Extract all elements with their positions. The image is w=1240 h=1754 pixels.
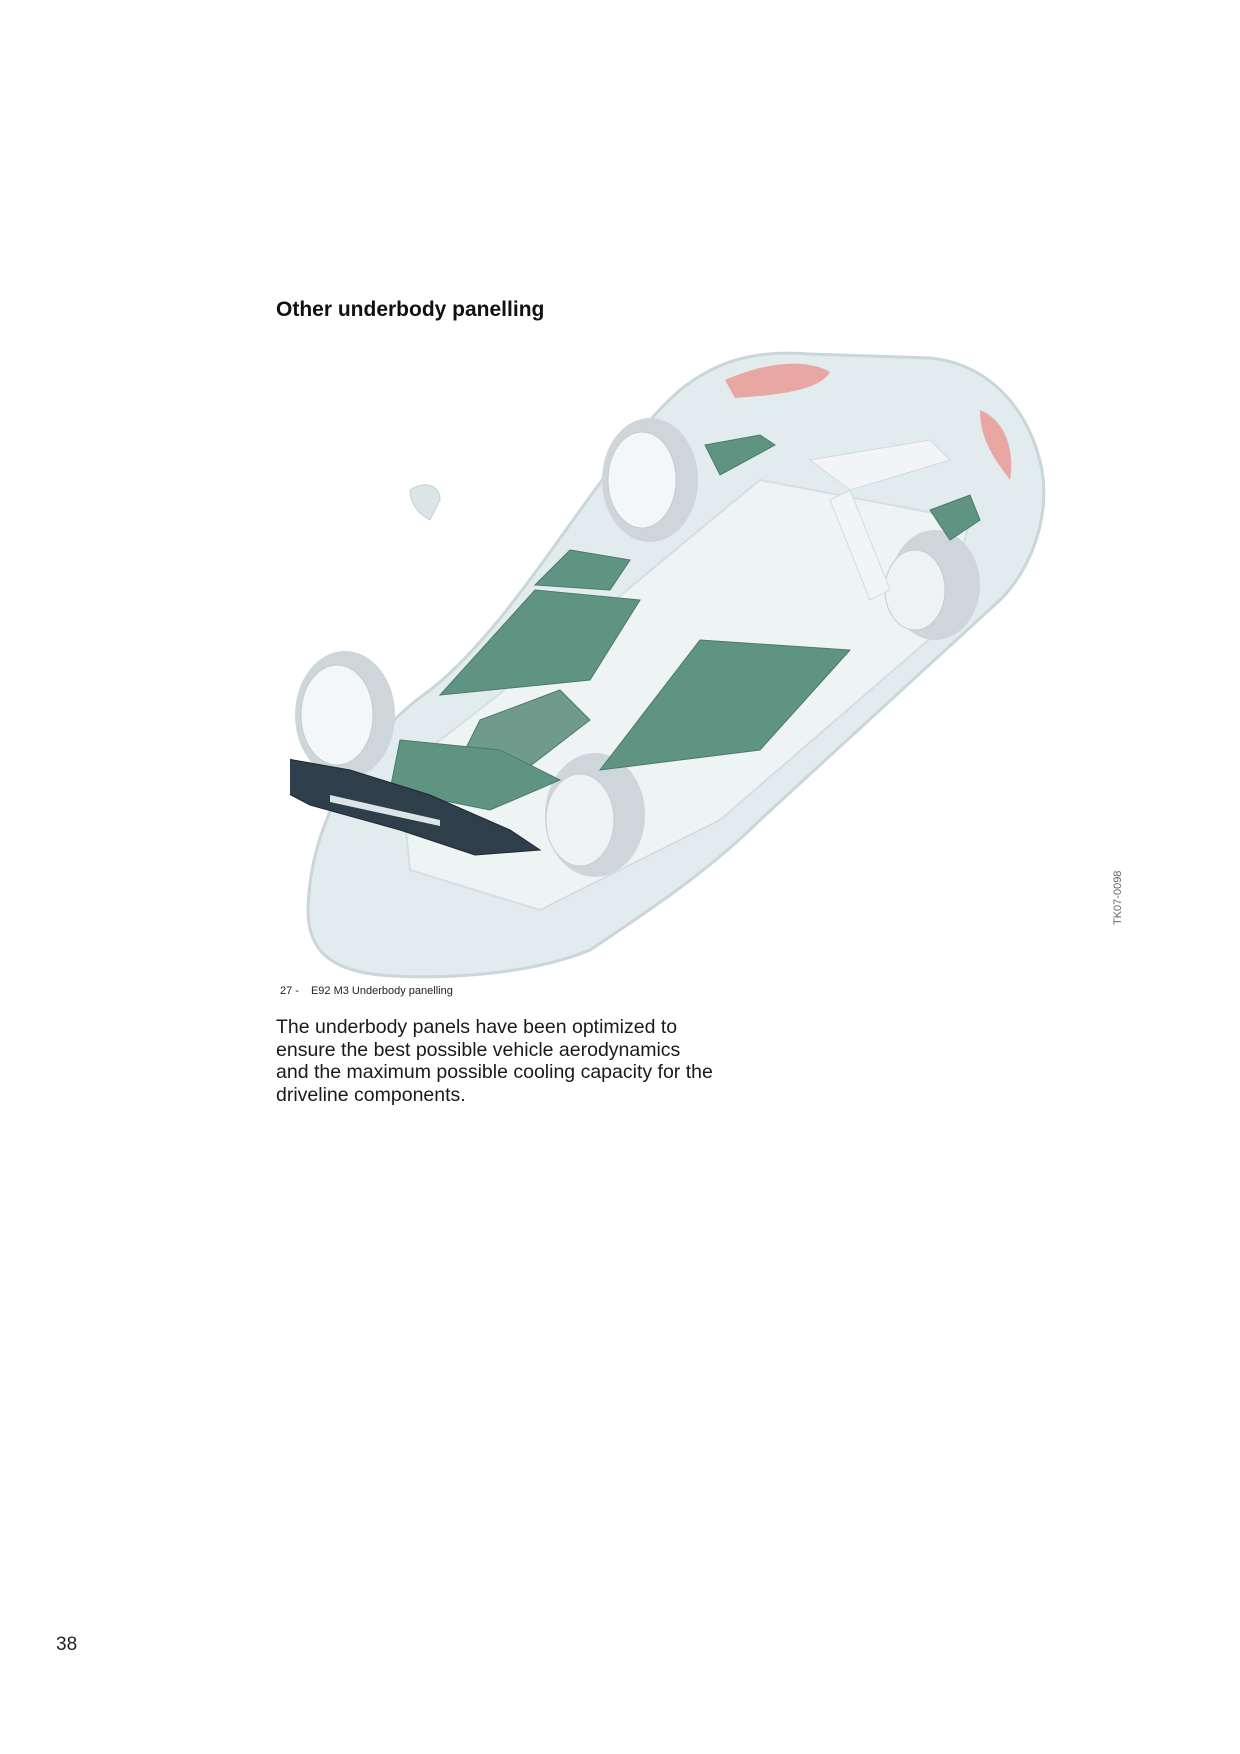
section-heading: Other underbody panelling: [276, 298, 545, 321]
car-underbody-image: [290, 350, 1130, 980]
body-paragraph: The underbody panels have been optimized to ensure the best possible vehicle aerodynamics and the maximum possible cooling capacity for the driveline components.: [276, 1016, 713, 1106]
page-number: 38: [56, 1634, 78, 1655]
figure-number: 27 -: [280, 985, 299, 997]
wheel-rear-left: [602, 418, 698, 542]
figure-caption-text: E92 M3 Underbody panelling: [310, 985, 453, 997]
side-mirror: [410, 485, 440, 520]
wheel-front-left: [295, 651, 395, 779]
wheel-front-right: [545, 753, 645, 877]
figure-code: TK07-0098: [1112, 870, 1124, 925]
underbody-illustration: [290, 350, 1130, 980]
figure-caption: [280, 985, 453, 997]
